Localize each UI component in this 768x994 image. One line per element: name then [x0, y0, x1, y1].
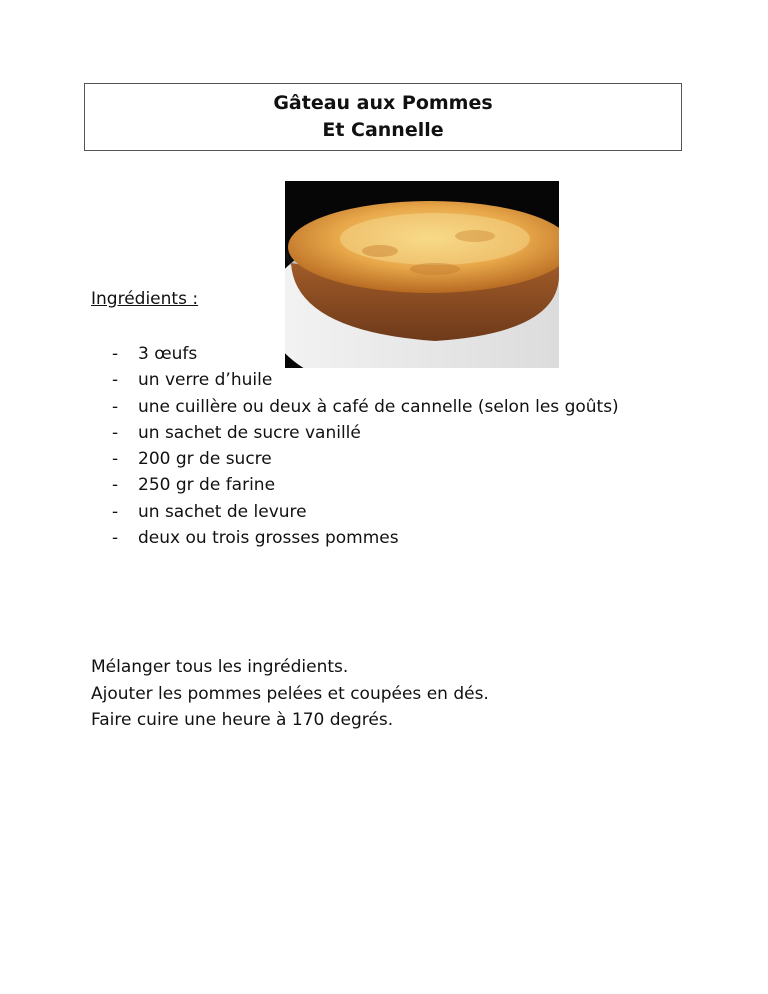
recipe-title-box	[84, 83, 682, 151]
ingredient-text: un sachet de levure	[138, 501, 307, 522]
ingredient-text: un sachet de sucre vanillé	[138, 422, 361, 443]
ingredient-item	[112, 420, 619, 446]
ingredient-text: deux ou trois grosses pommes	[138, 528, 399, 549]
ingredient-item	[112, 446, 619, 472]
ingredient-text: une cuillère ou deux à café de cannelle (selon les goûts)	[138, 396, 619, 417]
instruction-step: Mélanger tous les ingrédients.	[91, 657, 349, 677]
ingredient-item	[112, 499, 619, 525]
instructions	[91, 654, 489, 734]
recipe-title-line-1: Gâteau aux Pommes	[273, 92, 493, 114]
list-bullet: -	[112, 344, 119, 364]
ingredient-item	[112, 341, 619, 367]
instruction-step: Ajouter les pommes pelées et coupées en dés.	[91, 683, 489, 704]
ingredient-item	[112, 394, 619, 420]
cake-photo	[285, 181, 559, 368]
list-bullet: -	[112, 449, 119, 470]
ingredient-text: 250 gr de farine	[138, 475, 276, 496]
ingredient-text: un verre d’huile	[138, 370, 273, 391]
list-bullet: -	[112, 396, 119, 417]
list-bullet: -	[112, 475, 119, 496]
ingredient-item	[112, 367, 619, 393]
list-bullet: -	[112, 370, 119, 391]
instruction-step: Faire cuire une heure à 170 degrés.	[91, 710, 394, 730]
ingredients-heading: Ingrédients :	[91, 289, 199, 309]
list-bullet: -	[112, 528, 119, 549]
ingredient-item	[112, 472, 619, 498]
ingredient-text: 3 œufs	[138, 344, 198, 364]
list-bullet: -	[112, 501, 119, 522]
recipe-title-line-2: Et Cannelle	[322, 119, 444, 141]
ingredient-text: 200 gr de sucre	[138, 449, 272, 470]
ingredients-list	[112, 341, 619, 551]
list-bullet: -	[112, 422, 119, 443]
ingredient-item	[112, 525, 619, 551]
